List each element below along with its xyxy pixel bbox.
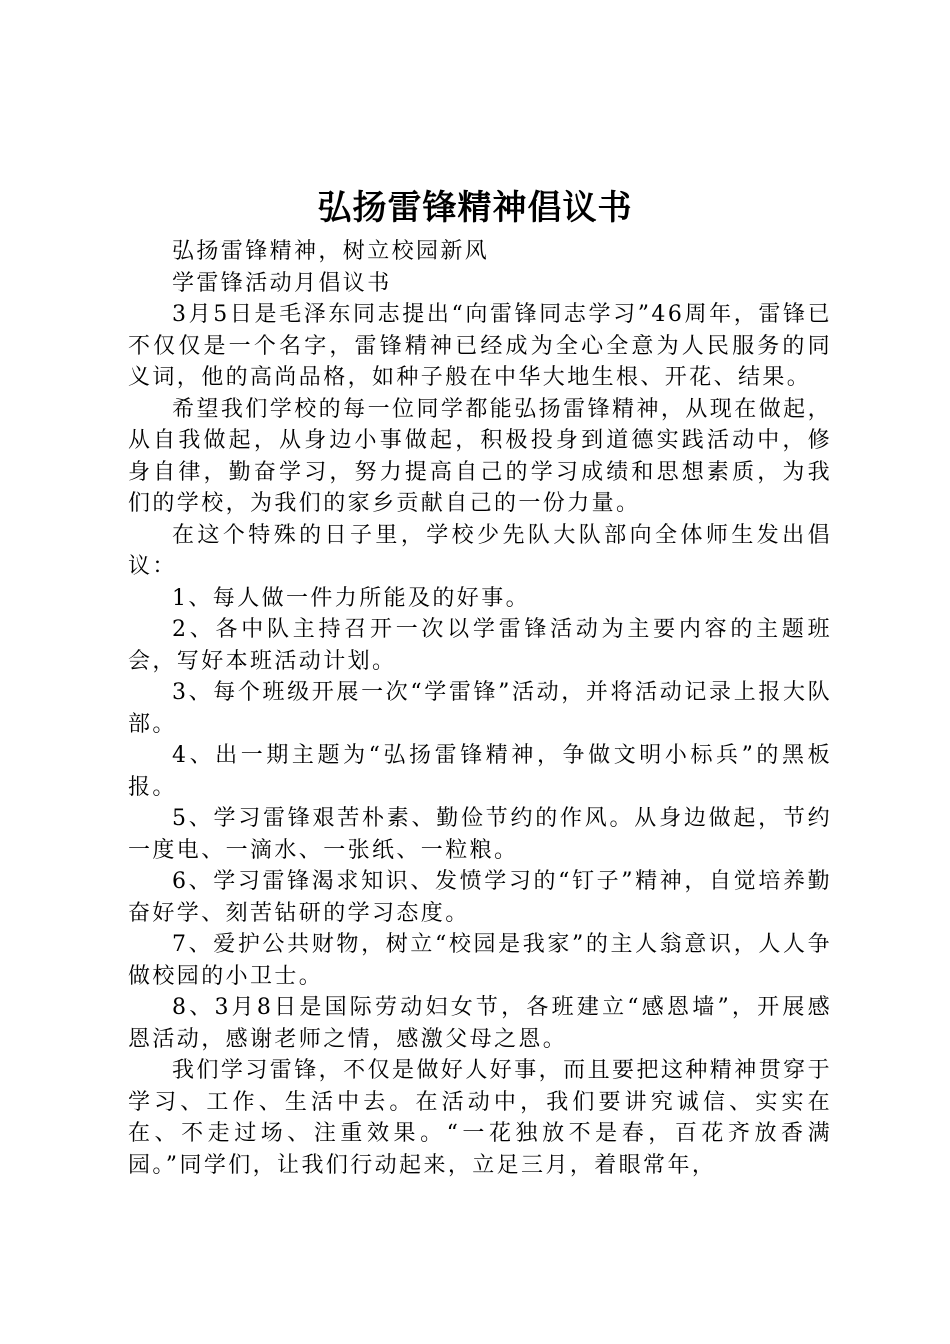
proposal-item: 3、每个班级开展一次“学雷锋”活动，并将活动记录上报大队部。 (128, 680, 832, 737)
document-title: 弘扬雷锋精神倡议书 (317, 188, 633, 228)
proposal-item: 5、学习雷锋艰苦朴素、勤俭节约的作风。从身边做起，节约一度电、一滴水、一张纸、一粒粮。 (128, 806, 832, 863)
proposal-item: 6、学习雷锋渴求知识、发愤学习的“钉子”精神，自觉培养勤奋好学、刻苦钻研的学习态度。 (128, 869, 832, 926)
proposal-item: 1、每人做一件力所能及的好事。 (172, 585, 530, 611)
body-paragraph: 3月5日是毛泽东同志提出“向雷锋同志学习”46周年，雷锋已不仅仅是一个名字，雷锋精神已经成为全心全意为人民服务的同义词，他的高尚品格，如种子般在中华大地生根、开花、结果。 (128, 302, 832, 390)
body-paragraph: 在这个特殊的日子里，学校少先队大队部向全体师生发出倡议： (128, 522, 832, 579)
proposal-item: 7、爱护公共财物，树立“校园是我家”的主人翁意识，人人争做校园的小卫士。 (128, 932, 832, 989)
body-paragraph: 我们学习雷锋，不仅是做好人好事，而且要把这种精神贯穿于学习、工作、生活中去。在活动中，我们要讲究诚信、实实在在、不走过场、注重效果。“一花独放不是春，百花齐放香满园。”同学们，让我们行动起来，立足三月，着眼常年， (128, 1058, 832, 1178)
proposal-item: 8、3月8日是国际劳动妇女节，各班建立“感恩墙”，开展感恩活动，感谢老师之情，感激父母之恩。 (128, 995, 832, 1052)
subtitle-line: 学雷锋活动月倡议书 (172, 270, 392, 296)
subtitle-line: 弘扬雷锋精神，树立校园新风 (172, 239, 490, 264)
proposal-item: 4、出一期主题为“弘扬雷锋精神，争做文明小标兵”的黑板报。 (128, 743, 832, 800)
document-body (128, 236, 832, 1181)
proposal-item: 2、各中队主持召开一次以学雷锋活动为主要内容的主题班会，写好本班活动计划。 (128, 617, 832, 674)
body-paragraph: 希望我们学校的每一位同学都能弘扬雷锋精神，从现在做起，从自我做起，从身边小事做起，积极投身到道德实践活动中，修身自律，勤奋学习，努力提高自己的学习成绩和思想素质，为我们的学校，为我们的家乡贡献自己的一份力量。 (128, 396, 832, 516)
